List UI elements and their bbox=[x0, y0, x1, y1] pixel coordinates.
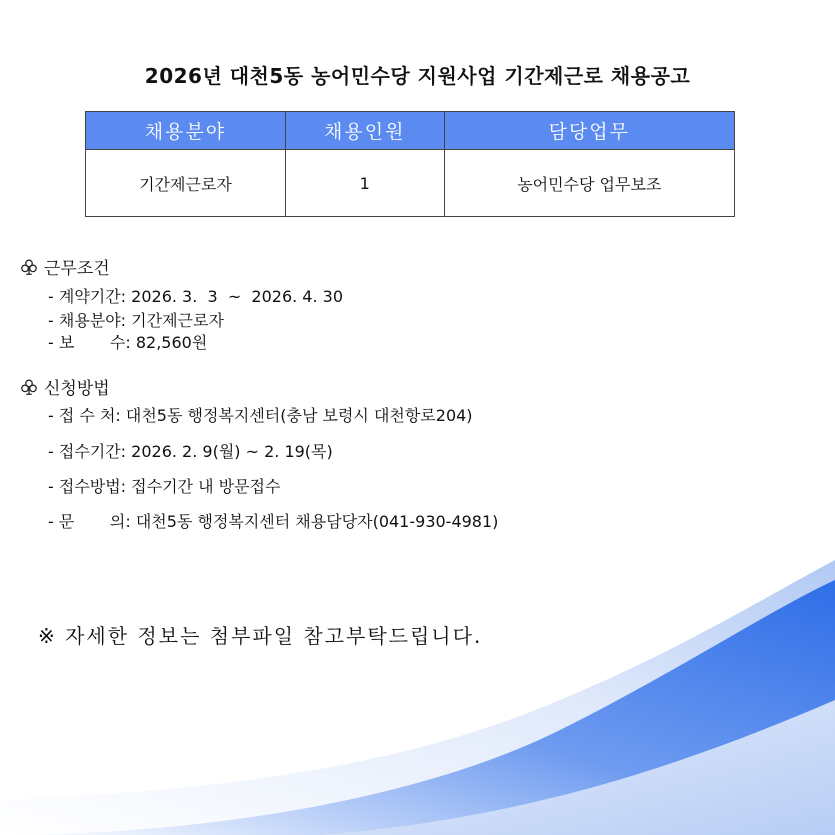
header-duty: 담당업무 bbox=[444, 112, 734, 150]
table-header-row bbox=[86, 112, 735, 150]
application-item: - 접 수 처: 대천5동 행정복지센터(충남 보령시 대천항로204) bbox=[48, 406, 473, 425]
cell-count: 1 bbox=[285, 150, 444, 217]
application-item: - 문 의: 대천5동 행정복지센터 채용담당자(041-930-4981) bbox=[48, 512, 499, 531]
application-item: - 접수방법: 접수기간 내 방문접수 bbox=[48, 477, 281, 496]
recruitment-table bbox=[85, 111, 735, 217]
conditions-item: - 보 수: 82,560원 bbox=[48, 333, 208, 352]
conditions-item: - 채용분야: 기간제근로자 bbox=[48, 311, 224, 330]
application-heading bbox=[20, 374, 110, 399]
club-outline-icon bbox=[20, 378, 38, 396]
conditions-item: - 계약기간: 2026. 3. 3 ~ 2026. 4. 30 bbox=[48, 287, 344, 306]
club-outline-icon bbox=[20, 258, 38, 276]
application-item: - 접수기간: 2026. 2. 9(월) ~ 2. 19(목) bbox=[48, 442, 333, 461]
application-heading-label: 신청방법 bbox=[44, 379, 110, 399]
cell-field: 기간제근로자 bbox=[86, 150, 286, 217]
conditions-heading bbox=[20, 254, 110, 279]
cell-duty: 농어민수당 업무보조 bbox=[444, 150, 734, 217]
header-field: 채용분야 bbox=[86, 112, 286, 150]
page-title: 2026년 대천5동 농어민수당 지원사업 기간제근로 채용공고 bbox=[144, 64, 691, 88]
attachment-notice: ※ 자세한 정보는 첨부파일 참고부탁드립니다. bbox=[38, 624, 483, 648]
header-count: 채용인원 bbox=[285, 112, 444, 150]
conditions-heading-label: 근무조건 bbox=[44, 259, 110, 279]
table-row bbox=[86, 150, 735, 217]
